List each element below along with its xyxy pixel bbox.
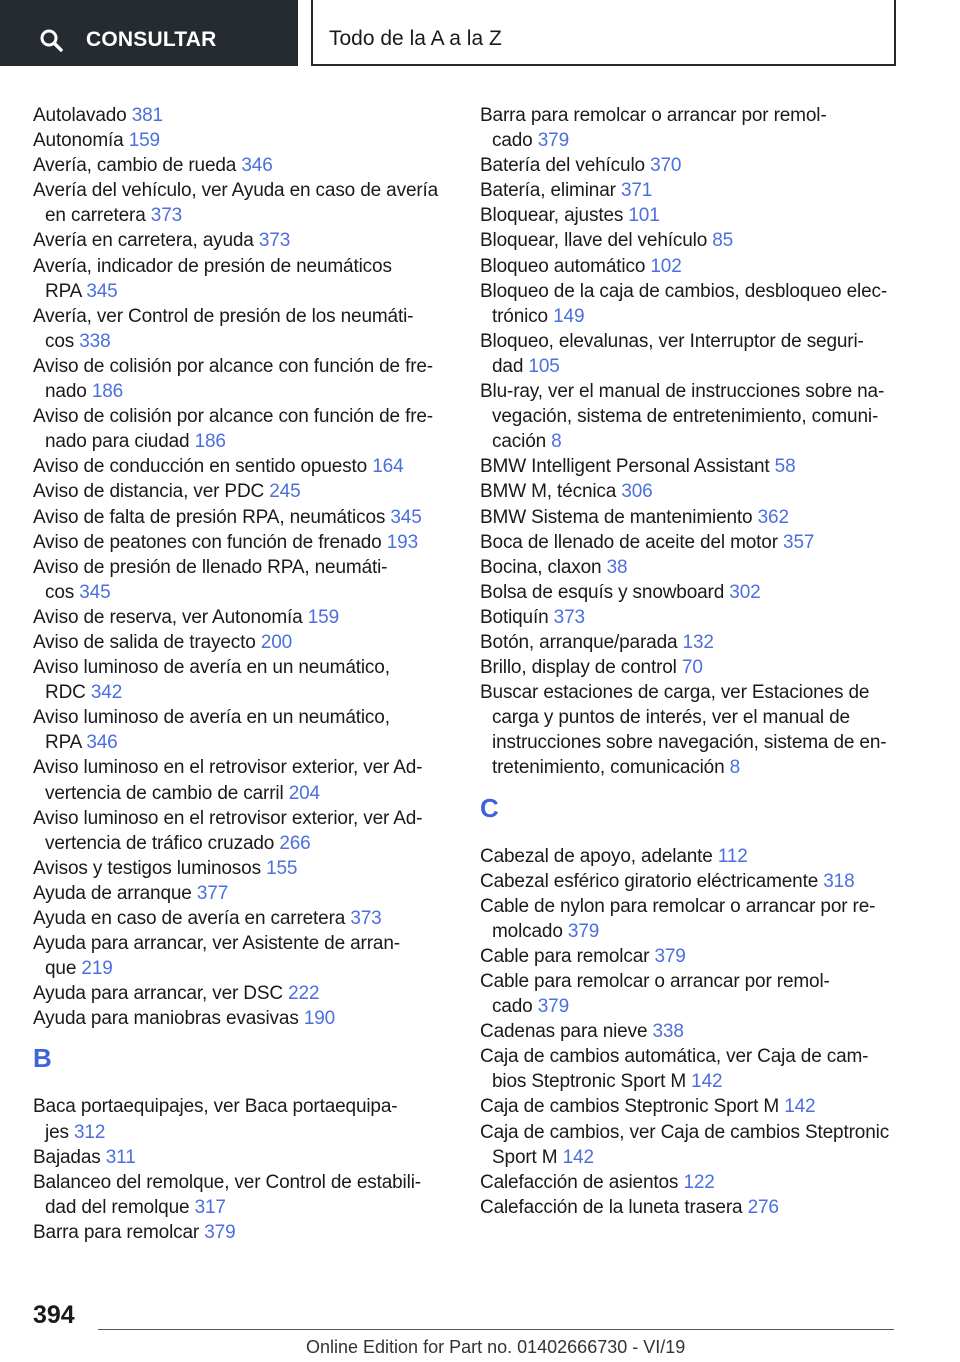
index-entry [33,705,453,755]
index-entry-text: BMW Sistema de mantenimiento [480,506,753,528]
page-reference-link[interactable]: 142 [691,1071,723,1093]
index-entry-text: vertencia de cambio de carril [45,782,284,804]
index-column-left [33,103,453,1245]
index-entry [480,279,905,329]
page-reference-link[interactable]: 317 [194,1196,226,1218]
index-entry-text: trónico [492,305,548,327]
index-entry-text: Cabezal esférico giratorio eléctricamente [480,870,819,892]
index-entry [33,931,453,981]
index-entry-text: Autolavado [33,105,127,126]
index-entry [33,881,453,906]
index-entry [480,1120,905,1170]
page-reference-link[interactable]: 101 [628,205,660,227]
page-reference-link[interactable]: 190 [303,1008,336,1030]
page-reference-link[interactable]: 345 [79,581,111,603]
page-reference-link[interactable]: 311 [105,1146,136,1168]
page-reference-link[interactable]: 302 [729,581,761,603]
index-entry [33,530,453,555]
page-reference-link[interactable]: 132 [682,631,714,653]
page-reference-link[interactable]: 373 [150,205,183,227]
page-reference-link[interactable]: 346 [86,732,118,754]
index-entry-text: en carretera [45,205,146,227]
index-entry [33,806,453,856]
index-entry [480,254,905,279]
index-entry [480,479,905,504]
index-entry-text: Ayuda para arrancar, ver Asistente de arran‐ [33,933,400,955]
page-reference-link[interactable]: 342 [90,682,123,704]
page-reference-link[interactable]: 58 [774,456,796,478]
index-entry [480,228,905,253]
index-entry [33,856,453,881]
index-entry-text: Balanceo del remolque, ver Control de estabili‐ [33,1171,421,1193]
page-reference-link[interactable]: 186 [194,431,226,453]
page-reference-link[interactable]: 276 [747,1196,779,1218]
page-reference-link[interactable]: 377 [196,882,229,904]
page-reference-link[interactable]: 379 [654,945,686,967]
index-entry [33,605,453,630]
index-entry-text: cado [492,130,533,152]
index-entry [480,329,905,379]
index-entry-text: Aviso de peatones con función de frenado [33,531,382,553]
index-entry [33,254,453,304]
index-entry [33,755,453,805]
index-entry-text: instrucciones sobre navegación, sistema de en‐ [492,732,887,754]
index-entry-text: Calefacción de la luneta trasera [480,1196,743,1218]
index-entry [33,354,453,404]
page-reference-link[interactable]: 186 [91,381,124,403]
page-reference-link[interactable]: 159 [128,130,160,152]
page-reference-link[interactable]: 245 [269,481,301,503]
page-reference-link[interactable]: 200 [260,631,293,653]
index-entry-text: Ayuda en caso de avería en carretera [33,908,346,929]
index-entry-text: Botón, arranque/parada [480,631,678,653]
page-reference-link[interactable]: 112 [717,845,748,867]
index-entry-text: Batería del vehículo [480,155,645,177]
page-reference-link[interactable]: 219 [81,958,113,980]
index-entry [480,1044,905,1094]
section-label: CONSULTAR [86,28,217,51]
index-section-letter: B [33,1043,52,1074]
index-entry [480,605,905,630]
page-reference-link[interactable]: 379 [204,1221,236,1243]
index-entry [480,505,905,530]
index-entry-text: cado [492,996,533,1018]
index-entry-text: Aviso de salida de trayecto [33,631,256,653]
index-entry-text: dad del remolque [45,1196,190,1218]
page-reference-link[interactable]: 159 [307,606,339,628]
index-entry [33,981,453,1006]
page-reference-link[interactable]: 381 [131,105,163,126]
index-entry-text: Cadenas para nieve [480,1021,648,1043]
page-reference-link[interactable]: 149 [553,305,585,327]
index-entry [480,630,905,655]
index-entry-text: vertencia de tráfico cruzado [45,832,275,854]
page-reference-link[interactable]: 164 [372,456,404,478]
page-reference-link[interactable]: 8 [729,757,741,779]
index-entry-text: Caja de cambios Steptronic Sport M [480,1096,780,1118]
index-entry-text: RPA [45,732,82,754]
index-entry [480,844,905,869]
search-icon [40,29,64,53]
page-reference-link[interactable]: 318 [823,870,855,892]
index-entry-text: Bloquear, ajustes [480,205,624,227]
index-entry-text: RDC [45,682,86,704]
index-entry-text: que [45,958,77,980]
page-reference-link[interactable]: 142 [784,1096,816,1118]
index-entry-text: Barra para remolcar o arrancar por remol‐ [480,105,827,126]
index-entry [33,1094,453,1144]
index-entry-text: bios Steptronic Sport M [492,1071,687,1093]
index-entry-text: jes [45,1121,69,1143]
index-entry [480,178,905,203]
index-entry [33,655,453,705]
index-entry-text: cos [45,581,75,603]
index-entry [33,178,453,228]
index-entry-text: Buscar estaciones de carga, ver Estaciones de [480,682,870,704]
index-entry-text: Autonomía [33,130,124,152]
index-entry-text: Avería, cambio de rueda [33,155,237,177]
page-reference-link[interactable]: 379 [537,130,570,152]
index-entry [480,153,905,178]
index-entry [480,555,905,580]
index-entry-text: vegación, sistema de entretenimiento, comuni‐ [492,406,879,428]
index-entry [480,1094,905,1119]
index-entry-text: nado [45,381,87,403]
page-reference-link[interactable]: 379 [567,920,600,942]
index-entry-text: Cabezal de apoyo, adelante [480,845,713,867]
index-entry [480,454,905,479]
index-entry [480,203,905,228]
index-entry-text: RPA [45,280,82,302]
index-entry-text: Aviso de falta de presión RPA, neumáticos [33,506,386,528]
page-reference-link[interactable]: 38 [606,556,628,578]
page-reference-link[interactable]: 8 [551,431,562,453]
page-reference-link[interactable]: 379 [537,996,570,1018]
index-entry-text: Bajadas [33,1146,101,1168]
index-entry-text: Boca de llenado de aceite del motor [480,531,778,553]
index-entry-text: Calefacción de asientos [480,1171,679,1193]
index-section-letter: C [480,792,499,823]
index-entry [33,304,453,354]
index-entry [480,944,905,969]
index-entry-text: Cable para remolcar [480,945,650,967]
index-entry [480,580,905,605]
index-entry-text: Aviso de distancia, ver PDC [33,481,265,503]
index-entry-text: Aviso luminoso en el retrovisor exterior, ver Ad‐ [33,757,423,779]
index-entry-text: Avería, indicador de presión de neumáticos [33,255,392,277]
index-entry-text: dad [492,355,524,377]
page-reference-link[interactable]: 373 [350,908,382,929]
page-reference-link[interactable]: 345 [390,506,422,528]
page-reference-link[interactable]: 266 [279,832,311,854]
index-entry-text: Bocina, claxon [480,556,602,578]
index-entry [33,1170,453,1220]
index-entry-text: Caja de cambios, ver Caja de cambios Steptronic [480,1121,890,1143]
index-entry-text: Avería en carretera, ayuda [33,230,254,252]
index-entry-text: Bloqueo de la caja de cambios, desbloqueo elec‐ [480,280,888,302]
index-entry-text: BMW Intelligent Personal Assistant [480,456,770,478]
index-entry [480,1170,905,1195]
page-reference-link[interactable]: 222 [288,983,320,1005]
index-entry [33,228,453,253]
index-entry-text: Aviso de colisión por alcance con función de fre‐ [33,355,433,377]
index-entry-text: Bloquear, llave del vehículo [480,230,708,252]
index-entry [33,555,453,605]
page-reference-link[interactable]: 105 [528,355,560,377]
index-entry-text: Aviso de conducción en sentido opuesto [33,456,368,478]
index-entry [480,969,905,1019]
index-entry-text: cos [45,330,75,352]
page-reference-link[interactable]: 373 [553,606,585,628]
index-entry [33,128,453,153]
index-entry [480,894,905,944]
index-entry [480,869,905,894]
index-entry-text: Ayuda de arranque [33,882,192,904]
index-entry-text: Avisos y testigos luminosos [33,857,261,879]
section-tab-consultar[interactable] [0,0,298,66]
index-entry-text: Botiquín [480,606,549,628]
index-entry [33,906,453,931]
index-entry-text: Caja de cambios automática, ver Caja de cam‐ [480,1046,869,1068]
index-entry [480,680,905,780]
index-entry [480,1019,905,1044]
page-reference-link[interactable]: 306 [621,481,653,503]
index-entry-text: Batería, eliminar [480,180,616,202]
index-entry-text: tretenimiento, comunicación [492,757,725,779]
page-reference-link[interactable]: 357 [783,531,815,553]
page-reference-link[interactable]: 204 [288,782,320,804]
index-entry-text: Bolsa de esquís y snowboard [480,581,725,603]
index-entry [480,1195,905,1220]
page-number: 394 [33,1301,75,1329]
index-entry-text: Aviso luminoso de avería en un neumático, [33,657,390,679]
index-entry-text: BMW M, técnica [480,481,617,503]
index-entry-text: Ayuda para arrancar, ver DSC [33,983,283,1005]
index-column-right [480,103,905,1220]
page-reference-link[interactable]: 193 [386,531,418,553]
index-entry [33,103,453,128]
index-entry-text: Aviso luminoso en el retrovisor exterior, ver Ad‐ [33,807,423,829]
index-entry [480,379,905,454]
footer-divider [98,1329,894,1330]
page-title: Todo de la A a la Z [329,27,502,50]
index-entry-text: carga y puntos de interés, ver el manual de [492,707,850,729]
page-reference-link[interactable]: 373 [258,230,291,252]
page-reference-link[interactable]: 70 [681,657,703,679]
index-entry-text: Aviso de reserva, ver Autonomía [33,606,303,628]
index-entry-text: Brillo, display de control [480,657,677,679]
index-entry-text: Cable de nylon para remolcar o arrancar por re‐ [480,895,876,917]
index-entry-text: Bloqueo, elevalunas, ver Interruptor de seguri‐ [480,330,864,352]
index-entry [33,479,453,504]
index-entry-text: Blu-ray, ver el manual de instrucciones sobre na‐ [480,381,885,403]
index-entry-text: nado para ciudad [45,431,190,453]
page-header [311,0,896,66]
page-reference-link[interactable]: 312 [73,1121,106,1143]
index-entry [33,1145,453,1170]
index-entry [480,103,905,153]
index-entry [33,153,453,178]
page-reference-link[interactable]: 370 [650,155,682,177]
page-reference-link[interactable]: 362 [757,506,789,528]
index-entry-text: Avería, ver Control de presión de los neumáti‐ [33,305,414,327]
index-entry [480,530,905,555]
index-entry [33,1220,453,1245]
index-entry-text: Aviso de presión de llenado RPA, neumáti‐ [33,556,388,578]
page-reference-link[interactable]: 371 [620,180,653,202]
page-reference-link[interactable]: 345 [86,280,118,302]
page-reference-link[interactable]: 338 [79,330,111,352]
index-entry-text: Aviso de colisión por alcance con función de fre‐ [33,406,433,428]
index-entry-text: Avería del vehículo, ver Ayuda en caso de avería [33,180,439,202]
index-entry [33,630,453,655]
index-entry [33,404,453,454]
index-entry-text: Baca portaequipajes, ver Baca portaequipa‐ [33,1096,398,1118]
index-entry [480,655,905,680]
index-entry-text: Ayuda para maniobras evasivas [33,1008,299,1030]
index-entry [33,1006,453,1031]
index-entry-text: Cable para remolcar o arrancar por remol‐ [480,971,830,992]
index-entry-text: Bloqueo automático [480,255,646,277]
footer-edition-text: Online Edition for Part no. 01402666730 - VI/19 [306,1337,686,1357]
page-reference-link[interactable]: 155 [266,857,298,879]
index-entry-text: Sport M [492,1146,558,1168]
index-entry [33,454,453,479]
index-entry [33,505,453,530]
page-reference-link[interactable]: 346 [241,155,273,177]
page-reference-link[interactable]: 338 [652,1021,684,1043]
index-entry-text: cación [492,431,547,453]
page-reference-link[interactable]: 122 [683,1171,715,1193]
index-entry-text: Barra para remolcar [33,1221,200,1243]
page-reference-link[interactable]: 85 [712,230,734,252]
page-reference-link[interactable]: 142 [562,1146,594,1168]
page-reference-link[interactable]: 102 [650,255,682,277]
index-entry-text: molcado [492,920,563,942]
index-entry-text: Aviso luminoso de avería en un neumático, [33,707,390,729]
